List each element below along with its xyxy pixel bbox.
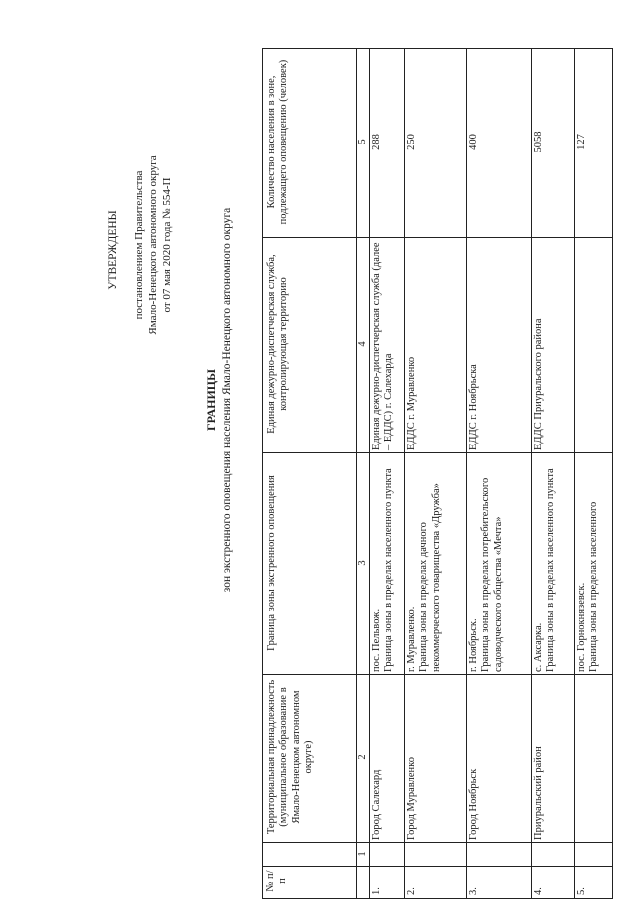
table-border (262, 48, 263, 898)
row-boundary (576, 458, 610, 672)
table-border (612, 48, 613, 898)
header-territory: Территориальная принадлежность (муниципальное образование в Ямало-Ненецком автономном округе) (266, 679, 315, 835)
row-num: 2. (406, 887, 417, 895)
row-num: 1. (371, 887, 382, 895)
header-population: Количество населения в зоне, подлежащего оповещению (человек) (266, 59, 290, 225)
boundary-line: г. Муравленко. (406, 606, 417, 672)
boundary-line: г. Ноябрьск. (468, 618, 479, 672)
boundary-line: Граница зоны в пределах населенного пункта (383, 468, 395, 672)
col-number: 2 (357, 754, 368, 760)
row-boundary (371, 458, 405, 672)
row-population: 127 (576, 134, 587, 150)
table-border (262, 898, 613, 899)
approval-title: УТВЕРЖДЕНЫ (107, 210, 119, 290)
col-divider (262, 866, 613, 867)
boundary-line: с. Аксарка. (533, 622, 544, 672)
boundary-line: Граница зоны в пределах дачного некоммерческого товарищества «Дружба» (418, 483, 442, 672)
col-number: 1 (357, 851, 368, 857)
row-divider (369, 48, 370, 898)
header-service: Единая дежурно-диспетчерская служба, контролирующая территорию (266, 254, 290, 434)
row-boundary (533, 458, 573, 672)
boundary-line: Граница зоны в пределах населенного (588, 501, 600, 672)
col-number: 3 (357, 560, 368, 566)
approval-line-1: постановлением Правительства (133, 170, 145, 320)
header-boundary: Граница зоны экстренного оповещения (266, 475, 277, 651)
row-service: Единая дежурно-диспетчерская служба (далее – ЕДДС) г. Салехарда (371, 242, 395, 450)
row-num: 3. (468, 887, 479, 895)
row-population: 5058 (533, 131, 544, 153)
row-boundary (468, 458, 530, 672)
boundary-line: пос. Горнокнязевск. (576, 582, 587, 672)
row-territory: Город Салехард (371, 769, 382, 840)
row-population: 288 (371, 134, 382, 150)
header-num: № п/п (265, 870, 289, 892)
document-subtitle: зон экстренного оповещения населения Ямало-Ненецкого автономного округа (221, 207, 233, 593)
row-divider (531, 48, 532, 898)
boundary-line: пос. Пельвож. (371, 608, 382, 672)
row-territory: Город Ноябрьск (468, 768, 479, 840)
row-num: 4. (533, 887, 544, 895)
row-population: 400 (468, 134, 479, 150)
row-service: ЕДДС г. Муравленко (406, 356, 417, 450)
row-service: ЕДДС г. Ноябрьска (468, 364, 479, 450)
boundary-line: Граница зоны в пределах населенного пункта (545, 468, 557, 672)
approval-line-3: от 07 мая 2020 года № 554-П (161, 177, 173, 313)
boundary-line: Граница зоны в пределах потребительского садоводческого общества «Мечта» (480, 477, 504, 672)
col-number: 4 (357, 341, 368, 347)
row-service: ЕДДС Приуральского района (533, 318, 544, 450)
document-title: ГРАНИЦЫ (204, 369, 218, 431)
col-number: 5 (357, 139, 368, 145)
approval-line-2: Ямало-Ненецкого автономного округа (147, 155, 159, 335)
row-territory: Приуральский район (533, 746, 544, 840)
row-boundary (406, 458, 466, 672)
row-population: 250 (406, 134, 417, 150)
row-divider (466, 48, 467, 898)
col-divider (262, 842, 613, 843)
row-divider (574, 48, 575, 898)
col-divider (262, 452, 613, 453)
row-territory: Город Муравленко (406, 757, 417, 840)
row-num: 5. (576, 887, 587, 895)
